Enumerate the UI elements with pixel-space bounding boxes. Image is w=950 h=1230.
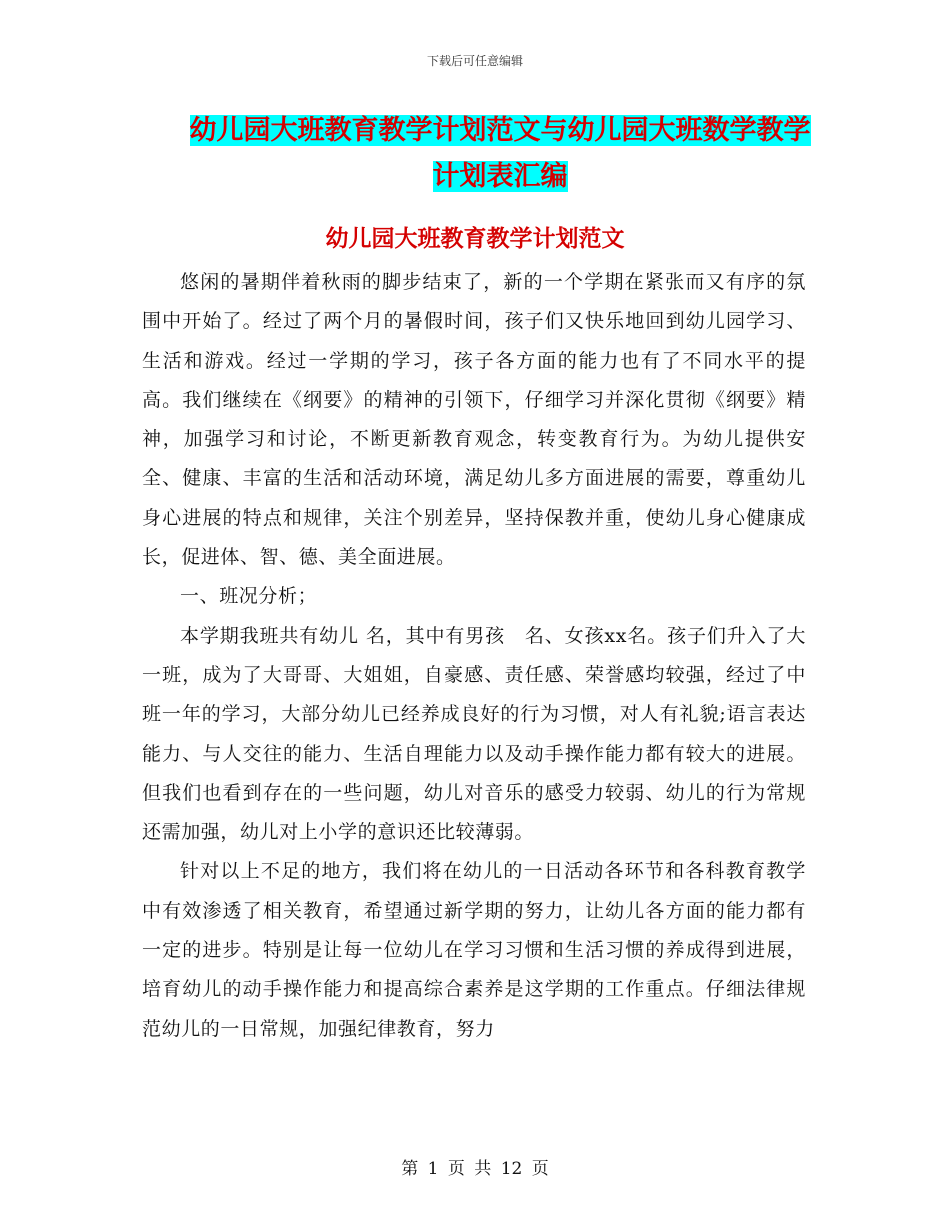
paragraph: 一、班况分析； [180, 585, 318, 608]
document-title-line-1: 幼儿园大班教育教学计划范文与幼儿园大班数学教学 [189, 115, 811, 146]
paragraph: 本学期我班共有幼儿 名，其中有男孩 名、女孩xx名。孩子们升入了大一班，成为了大哥哥、大姐姐，自豪感、责任感、荣誉感均较强，经过了中班一年的学习，大部分幼儿已经养成良好的行为习惯，对人有礼貌;语言表达能力、与人交往的能力、生活自理能力以及动手操作能力都有较大的进展。但我们也看到存在的一些问题，幼儿对音乐的感受力较弱、幼儿的行为常规还需加强，幼儿对上小学的意识还比较薄弱。 [142, 624, 806, 844]
document-title-line-2: 计划表汇编 [432, 161, 568, 192]
header-note: 下载后可任意编辑 [426, 54, 523, 68]
section-title: 幼儿园大班教育教学计划范文 [325, 226, 625, 252]
body-text [142, 263, 806, 1049]
paragraph: 悠闲的暑期伴着秋雨的脚步结束了，新的一个学期在紧张而又有序的氛围中开始了。经过了两个月的暑假时间，孩子们又快乐地回到幼儿园学习、生活和游戏。经过一学期的学习，孩子各方面的能力也有了不同水平的提高。我们继续在《纲要》的精神的引领下，仔细学习并深化贯彻《纲要》精神，加强学习和讨论，不断更新教育观念，转变教育行为。为幼儿提供安全、健康、丰富的生活和活动环境，满足幼儿多方面进展的需要，尊重幼儿身心进展的特点和规律，关注个别差异，坚持保教并重，使幼儿身心健康成长，促进体、智、德、美全面进展。 [142, 271, 806, 569]
paragraph: 针对以上不足的地方，我们将在幼儿的一日活动各环节和各科教育教学中有效渗透了相关教育，希望通过新学期的努力，让幼儿各方面的能力都有一定的进步。特别是让每一位幼儿在学习习惯和生活习惯的养成得到进展，培育幼儿的动手操作能力和提高综合素养是这学期的工作重点。仔细法律规范幼儿的一日常规，加强纪律教育，努力 [142, 860, 806, 1040]
page-number: 第 1 页 共 12 页 [401, 1159, 549, 1179]
document-title [150, 108, 850, 200]
